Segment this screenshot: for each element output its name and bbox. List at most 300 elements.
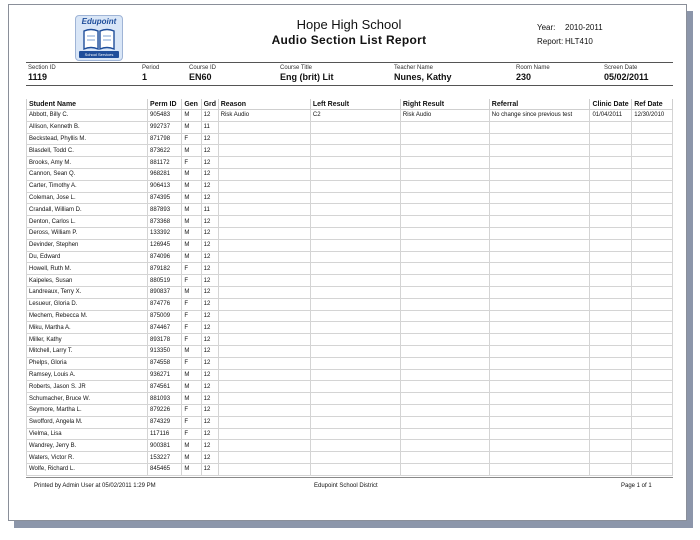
table-cell: 900381: [148, 440, 182, 452]
table-row: [27, 322, 673, 334]
table-cell: [632, 157, 673, 169]
table-cell: 12: [201, 263, 218, 275]
table-cell: 12: [201, 298, 218, 310]
table-cell: [310, 192, 400, 204]
column-header: Clinic Date: [590, 99, 632, 110]
section-info-bar: [26, 62, 673, 86]
table-cell: 12: [201, 463, 218, 475]
table-row: [27, 381, 673, 393]
section-id-field: Section ID 1119: [28, 65, 56, 82]
table-cell: Mitchell, Larry T.: [27, 345, 148, 357]
table-cell: F: [182, 157, 201, 169]
table-cell: [632, 121, 673, 133]
table-cell: [400, 192, 489, 204]
table-row: [27, 334, 673, 346]
table-cell: 12: [201, 275, 218, 287]
table-cell: 879182: [148, 263, 182, 275]
table-cell: 875009: [148, 310, 182, 322]
table-cell: [218, 145, 310, 157]
table-cell: [632, 180, 673, 192]
table-cell: [590, 204, 632, 216]
table-cell: [489, 227, 590, 239]
table-cell: [310, 121, 400, 133]
table-cell: M: [182, 216, 201, 228]
table-cell: [632, 381, 673, 393]
table-cell: [590, 298, 632, 310]
table-row: [27, 192, 673, 204]
table-cell: [632, 133, 673, 145]
table-cell: [590, 416, 632, 428]
period-field: Period 1: [142, 65, 160, 82]
table-row: [27, 298, 673, 310]
table-cell: [590, 263, 632, 275]
table-cell: [632, 369, 673, 381]
table-cell: Mechem, Rebecca M.: [27, 310, 148, 322]
table-cell: [218, 121, 310, 133]
column-header: Referral: [489, 99, 590, 110]
column-header: Gen: [182, 99, 201, 110]
table-cell: Carter, Timothy A.: [27, 180, 148, 192]
table-cell: F: [182, 263, 201, 275]
table-cell: [489, 345, 590, 357]
table-cell: [590, 275, 632, 287]
column-header: Ref Date: [632, 99, 673, 110]
table-cell: [400, 357, 489, 369]
table-cell: [218, 239, 310, 251]
table-cell: [632, 345, 673, 357]
logo-brand-text: Edupoint: [81, 17, 117, 26]
year-label: Year:: [537, 23, 556, 32]
column-header: Perm ID: [148, 99, 182, 110]
table-cell: 12: [201, 440, 218, 452]
table-cell: [632, 322, 673, 334]
table-cell: [310, 416, 400, 428]
table-cell: Landreaux, Terry X.: [27, 286, 148, 298]
table-cell: Deross, William P.: [27, 227, 148, 239]
table-cell: [632, 334, 673, 346]
table-cell: 12: [201, 334, 218, 346]
column-header: Grd: [201, 99, 218, 110]
teacher-field: Teacher Name Nunes, Kathy: [394, 65, 452, 82]
table-cell: [489, 334, 590, 346]
table-cell: 881093: [148, 393, 182, 405]
table-cell: [310, 322, 400, 334]
table-cell: [400, 168, 489, 180]
table-cell: [310, 239, 400, 251]
table-cell: [310, 334, 400, 346]
table-cell: [400, 322, 489, 334]
table-row: [27, 121, 673, 133]
table-cell: [590, 440, 632, 452]
table-cell: [632, 251, 673, 263]
table-cell: [218, 157, 310, 169]
table-cell: 12: [201, 404, 218, 416]
table-cell: [400, 216, 489, 228]
table-cell: F: [182, 275, 201, 287]
table-cell: [310, 263, 400, 275]
table-cell: [590, 345, 632, 357]
table-cell: Risk Audio: [218, 110, 310, 122]
table-row: [27, 216, 673, 228]
table-cell: [489, 239, 590, 251]
table-cell: [400, 404, 489, 416]
book-icon: [83, 28, 115, 50]
table-cell: 12: [201, 452, 218, 464]
table-cell: [489, 440, 590, 452]
table-cell: [590, 180, 632, 192]
table-cell: Lesueur, Gloria D.: [27, 298, 148, 310]
table-cell: M: [182, 204, 201, 216]
school-name: Hope High School: [296, 17, 402, 32]
table-cell: [218, 275, 310, 287]
table-cell: 12: [201, 133, 218, 145]
table-cell: [310, 369, 400, 381]
table-cell: [218, 416, 310, 428]
table-cell: Miku, Martha A.: [27, 322, 148, 334]
table-cell: [400, 369, 489, 381]
table-cell: M: [182, 227, 201, 239]
table-row: [27, 452, 673, 464]
table-cell: [632, 286, 673, 298]
table-cell: [590, 239, 632, 251]
table-cell: No change since previous test: [489, 110, 590, 122]
table-cell: 968281: [148, 168, 182, 180]
table-cell: [310, 180, 400, 192]
table-row: [27, 251, 673, 263]
table-cell: [590, 192, 632, 204]
table-cell: [400, 180, 489, 192]
table-cell: [489, 251, 590, 263]
table-cell: [310, 463, 400, 475]
table-cell: [489, 133, 590, 145]
table-cell: [590, 404, 632, 416]
table-row: [27, 227, 673, 239]
table-cell: 11: [201, 204, 218, 216]
table-cell: [218, 204, 310, 216]
table-row: [27, 157, 673, 169]
table-cell: 874395: [148, 192, 182, 204]
table-cell: Miller, Kathy: [27, 334, 148, 346]
table-cell: [218, 310, 310, 322]
table-cell: Swofford, Angela M.: [27, 416, 148, 428]
table-cell: [218, 298, 310, 310]
table-row: [27, 263, 673, 275]
table-cell: [310, 393, 400, 405]
table-cell: 874561: [148, 381, 182, 393]
table-cell: 133392: [148, 227, 182, 239]
table-cell: [218, 192, 310, 204]
table-cell: 12: [201, 216, 218, 228]
report-page: [8, 4, 687, 521]
table-cell: [310, 298, 400, 310]
table-cell: [400, 310, 489, 322]
table-cell: Schumacher, Bruce W.: [27, 393, 148, 405]
table-cell: [218, 263, 310, 275]
table-cell: [489, 381, 590, 393]
table-cell: [218, 251, 310, 263]
table-cell: [218, 334, 310, 346]
table-cell: 874558: [148, 357, 182, 369]
table-cell: [218, 227, 310, 239]
table-cell: 12: [201, 157, 218, 169]
table-cell: [590, 286, 632, 298]
table-cell: 11: [201, 121, 218, 133]
table-cell: [489, 416, 590, 428]
report-title: Audio Section List Report: [271, 33, 427, 47]
table-cell: [400, 133, 489, 145]
table-cell: Cannon, Sean Q.: [27, 168, 148, 180]
page-number: Page 1 of 1: [621, 483, 652, 489]
table-cell: [218, 345, 310, 357]
student-table: [26, 99, 673, 476]
table-cell: Waters, Victor R.: [27, 452, 148, 464]
table-cell: [310, 168, 400, 180]
table-cell: [218, 463, 310, 475]
table-cell: [489, 157, 590, 169]
table-cell: F: [182, 428, 201, 440]
table-cell: Wolfe, Richard L.: [27, 463, 148, 475]
table-cell: M: [182, 463, 201, 475]
table-cell: [632, 310, 673, 322]
table-cell: M: [182, 345, 201, 357]
table-cell: [489, 180, 590, 192]
table-cell: F: [182, 334, 201, 346]
table-cell: [310, 275, 400, 287]
table-cell: [310, 157, 400, 169]
table-cell: [489, 145, 590, 157]
table-cell: [400, 334, 489, 346]
table-cell: Wandrey, Jerry B.: [27, 440, 148, 452]
table-cell: [489, 393, 590, 405]
table-cell: [590, 463, 632, 475]
table-cell: [489, 168, 590, 180]
table-cell: 873622: [148, 145, 182, 157]
table-cell: [632, 298, 673, 310]
table-cell: [590, 310, 632, 322]
table-cell: 12: [201, 286, 218, 298]
table-cell: [632, 452, 673, 464]
column-header: Reason: [218, 99, 310, 110]
table-cell: [632, 227, 673, 239]
table-cell: 12: [201, 416, 218, 428]
table-cell: [489, 404, 590, 416]
table-cell: M: [182, 381, 201, 393]
table-cell: 12: [201, 180, 218, 192]
table-cell: M: [182, 110, 201, 122]
table-cell: [632, 404, 673, 416]
table-cell: 874467: [148, 322, 182, 334]
table-cell: M: [182, 369, 201, 381]
table-row: [27, 416, 673, 428]
table-cell: [632, 263, 673, 275]
table-cell: [590, 145, 632, 157]
table-cell: [400, 416, 489, 428]
table-cell: 12: [201, 227, 218, 239]
table-cell: [489, 463, 590, 475]
table-cell: 874096: [148, 251, 182, 263]
table-cell: [489, 369, 590, 381]
table-cell: [489, 322, 590, 334]
table-row: [27, 393, 673, 405]
table-row: [27, 110, 673, 122]
table-cell: [590, 121, 632, 133]
table-cell: [632, 204, 673, 216]
table-cell: Kaipeles, Susan: [27, 275, 148, 287]
year-value: 2010-2011: [565, 23, 603, 32]
table-cell: [489, 121, 590, 133]
table-cell: M: [182, 251, 201, 263]
table-cell: M: [182, 145, 201, 157]
table-cell: Phelps, Gloria: [27, 357, 148, 369]
table-cell: Denton, Carlos L.: [27, 216, 148, 228]
table-cell: [400, 452, 489, 464]
table-cell: 913350: [148, 345, 182, 357]
table-cell: [218, 393, 310, 405]
table-row: [27, 310, 673, 322]
table-cell: Devinder, Stephen: [27, 239, 148, 251]
table-cell: [590, 168, 632, 180]
table-cell: Beckstead, Phyllis M.: [27, 133, 148, 145]
table-cell: [590, 369, 632, 381]
table-cell: [632, 416, 673, 428]
table-cell: [400, 463, 489, 475]
table-cell: [218, 133, 310, 145]
table-cell: [310, 381, 400, 393]
table-cell: [632, 239, 673, 251]
table-cell: [310, 286, 400, 298]
table-row: [27, 239, 673, 251]
table-cell: 126945: [148, 239, 182, 251]
table-cell: [489, 204, 590, 216]
room-field: Room Name 230: [516, 65, 550, 82]
table-cell: [310, 227, 400, 239]
table-cell: [400, 157, 489, 169]
table-cell: [218, 381, 310, 393]
table-cell: Vielma, Lisa: [27, 428, 148, 440]
table-cell: F: [182, 310, 201, 322]
table-cell: [489, 275, 590, 287]
table-cell: [400, 145, 489, 157]
table-cell: [489, 428, 590, 440]
table-row: [27, 204, 673, 216]
table-cell: 992737: [148, 121, 182, 133]
table-cell: 12: [201, 145, 218, 157]
table-cell: F: [182, 404, 201, 416]
table-cell: 887893: [148, 204, 182, 216]
table-cell: 12: [201, 168, 218, 180]
table-cell: 12: [201, 357, 218, 369]
table-cell: [310, 428, 400, 440]
table-cell: [489, 216, 590, 228]
edupoint-logo: [75, 15, 123, 61]
table-cell: [400, 239, 489, 251]
table-cell: [632, 145, 673, 157]
table-cell: 117116: [148, 428, 182, 440]
table-cell: [400, 298, 489, 310]
table-cell: [632, 428, 673, 440]
table-cell: Roberts, Jason S. JR: [27, 381, 148, 393]
table-cell: 12: [201, 192, 218, 204]
table-cell: Coleman, Jose L.: [27, 192, 148, 204]
table-cell: 890837: [148, 286, 182, 298]
table-header-row: [27, 99, 673, 110]
table-cell: [310, 357, 400, 369]
table-cell: [310, 133, 400, 145]
table-cell: [310, 145, 400, 157]
table-row: [27, 145, 673, 157]
district-name: Edupoint School District: [314, 483, 378, 489]
table-cell: 12: [201, 251, 218, 263]
table-cell: [632, 357, 673, 369]
table-cell: [218, 452, 310, 464]
screen-date-field: Screen Date 05/02/2011: [604, 65, 649, 82]
table-cell: [590, 393, 632, 405]
table-cell: 12: [201, 393, 218, 405]
table-cell: [400, 121, 489, 133]
table-cell: Crandall, William D.: [27, 204, 148, 216]
table-cell: [310, 452, 400, 464]
table-cell: 881172: [148, 157, 182, 169]
table-cell: [400, 381, 489, 393]
table-cell: 874776: [148, 298, 182, 310]
table-cell: [489, 310, 590, 322]
table-cell: [590, 334, 632, 346]
table-cell: [400, 345, 489, 357]
report-code-value: HLT410: [565, 37, 593, 46]
table-row: [27, 428, 673, 440]
table-cell: 880519: [148, 275, 182, 287]
table-cell: [590, 428, 632, 440]
table-cell: [310, 345, 400, 357]
table-cell: Allison, Kenneth B.: [27, 121, 148, 133]
table-cell: [310, 310, 400, 322]
table-cell: M: [182, 286, 201, 298]
table-cell: F: [182, 322, 201, 334]
table-cell: [590, 251, 632, 263]
footer-divider: [26, 477, 673, 478]
table-cell: [310, 216, 400, 228]
table-cell: [590, 357, 632, 369]
table-cell: [218, 369, 310, 381]
table-cell: [218, 322, 310, 334]
table-cell: [218, 404, 310, 416]
table-cell: M: [182, 121, 201, 133]
table-cell: [400, 204, 489, 216]
table-cell: F: [182, 133, 201, 145]
table-cell: 874329: [148, 416, 182, 428]
table-cell: [632, 275, 673, 287]
table-cell: 12: [201, 428, 218, 440]
table-cell: Du, Edward: [27, 251, 148, 263]
table-row: [27, 404, 673, 416]
table-cell: 12: [201, 310, 218, 322]
table-cell: 12: [201, 239, 218, 251]
table-row: [27, 369, 673, 381]
table-cell: [310, 251, 400, 263]
table-cell: 845465: [148, 463, 182, 475]
table-cell: 893178: [148, 334, 182, 346]
table-body: [27, 110, 673, 476]
table-row: [27, 357, 673, 369]
table-cell: M: [182, 239, 201, 251]
table-cell: F: [182, 416, 201, 428]
column-header: Left Result: [310, 99, 400, 110]
table-cell: [632, 192, 673, 204]
table-cell: 12: [201, 381, 218, 393]
table-row: [27, 180, 673, 192]
table-cell: 905483: [148, 110, 182, 122]
table-cell: [218, 286, 310, 298]
